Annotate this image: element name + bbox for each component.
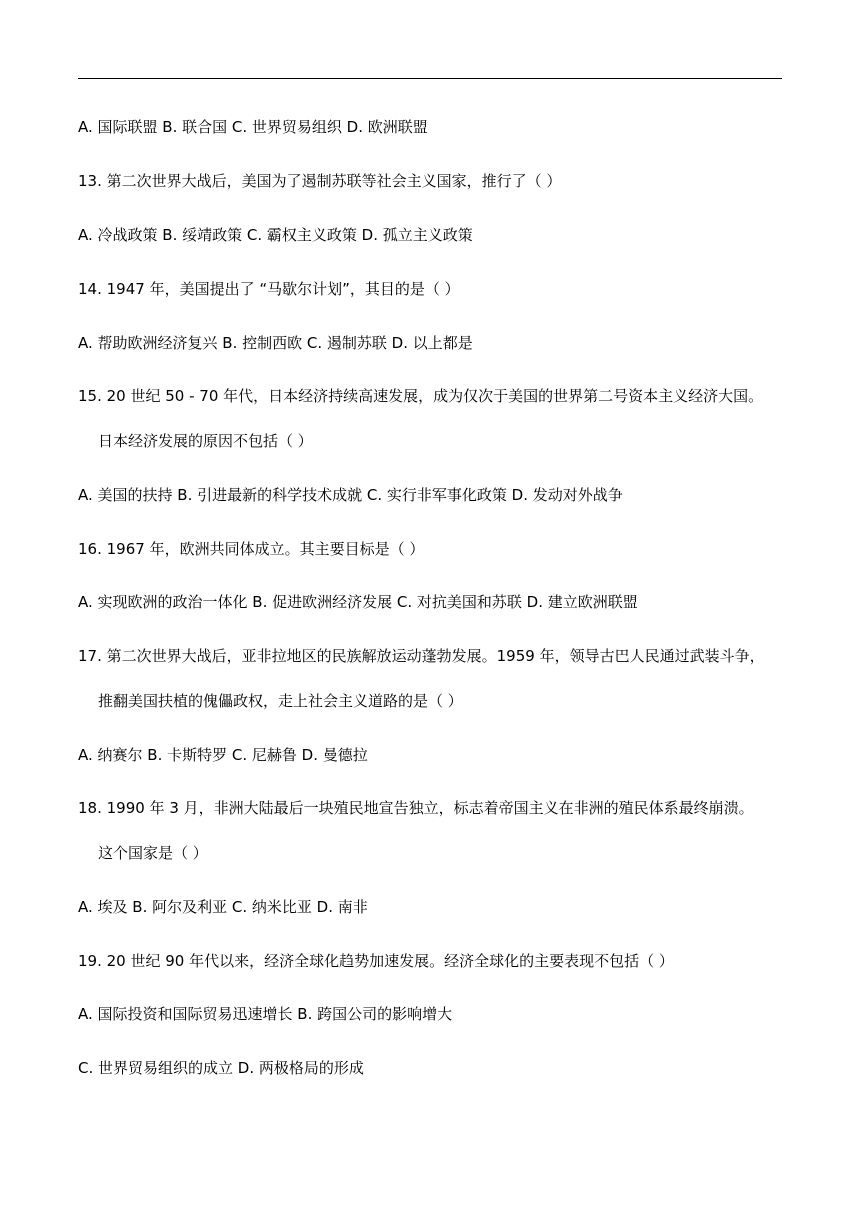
q16-options: A. 实现欧洲的政治一体化 B. 促进欧洲经济发展 C. 对抗美国和苏联 D. 建立欧洲联盟 [78, 593, 638, 611]
q18-stem-continued: 这个国家是（ ） [98, 844, 208, 862]
header-rule [78, 78, 782, 79]
q17-stem: 17. 第二次世界大战后，亚非拉地区的民族解放运动蓬勃发展。1959 年，领导古巴人民通过武装斗争， [78, 647, 765, 665]
q15-stem: 15. 20 世纪 50 - 70 年代，日本经济持续高速发展，成为仅次于美国的世界第二号资本主义经济大国。 [78, 387, 764, 405]
q12-options: A. 国际联盟 B. 联合国 C. 世界贸易组织 D. 欧洲联盟 [78, 118, 428, 136]
q15-options: A. 美国的扶持 B. 引进最新的科学技术成就 C. 实行非军事化政策 D. 发动对外战争 [78, 486, 623, 504]
q13-stem: 13. 第二次世界大战后，美国为了遏制苏联等社会主义国家，推行了（ ） [78, 172, 562, 190]
q16-stem: 16. 1967 年，欧洲共同体成立。其主要目标是（ ） [78, 540, 425, 558]
q18-options: A. 埃及 B. 阿尔及利亚 C. 纳米比亚 D. 南非 [78, 898, 368, 916]
q17-options: A. 纳赛尔 B. 卡斯特罗 C. 尼赫鲁 D. 曼德拉 [78, 746, 368, 764]
q19-options-row1: A. 国际投资和国际贸易迅速增长 B. 跨国公司的影响增大 [78, 1005, 453, 1023]
q18-stem: 18. 1990 年 3 月，非洲大陆最后一块殖民地宣告独立，标志着帝国主义在非洲的殖民体系最终崩溃。 [78, 799, 754, 817]
q15-stem-continued: 日本经济发展的原因不包括（ ） [98, 432, 313, 450]
q19-options-row2: C. 世界贸易组织的成立 D. 两极格局的形成 [78, 1059, 364, 1077]
q14-stem: 14. 1947 年，美国提出了 “马歇尔计划”，其目的是（ ） [78, 280, 460, 298]
q17-stem-continued: 推翻美国扶植的傀儡政权，走上社会主义道路的是（ ） [98, 692, 463, 710]
q13-options: A. 冷战政策 B. 绥靖政策 C. 霸权主义政策 D. 孤立主义政策 [78, 226, 473, 244]
q19-stem: 19. 20 世纪 90 年代以来，经济全球化趋势加速发展。经济全球化的主要表现不包括（ ） [78, 952, 674, 970]
q14-options: A. 帮助欧洲经济复兴 B. 控制西欧 C. 遏制苏联 D. 以上都是 [78, 334, 473, 352]
